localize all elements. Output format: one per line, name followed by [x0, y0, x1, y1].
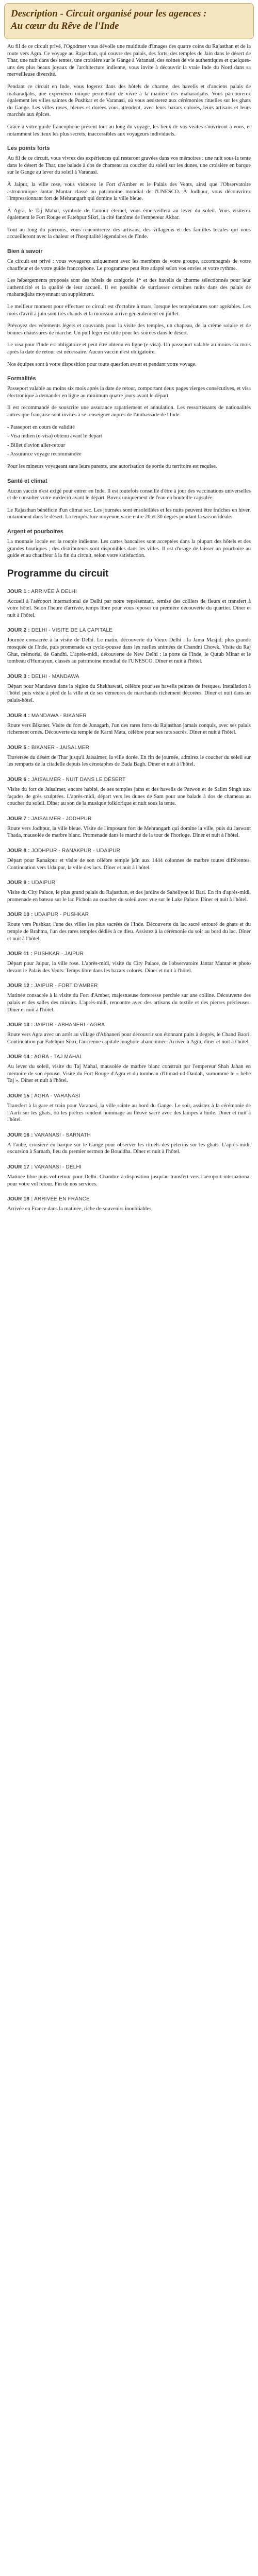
section-title: Bien à savoir	[7, 248, 43, 255]
day-place: JAISALMER - JODHPUR	[31, 816, 92, 822]
section-paragraph: Au fil de ce circuit, vous vivrez des expériences qui resteront gravées dans vos mémoires : une nuit sous la tente dans le désert de Thar, une balade à dos de chameau au coucher du soleil sur les dunes, une croisière en barque sur le Gange au lever du soleil à Varanasi.	[7, 156, 251, 176]
programme-day	[7, 1093, 251, 1124]
day-description: Route vers Bikaner. Visite du fort de Junagarh, l'un des rares forts du Rajasthan jamais conquis, avec ses palais richement ornés. Découverte du temple de Karni Mata, célèbre pour ses rats sacrés. Dîner et nuit à l'hôtel.	[7, 722, 251, 736]
programme-day	[7, 951, 251, 974]
day-description: Visite du City Palace, le plus grand palais du Rajasthan, et des jardins de Saheliyon ki Bari. En fin d'après-midi, promenade en bateau sur le lac Pichola au coucher du soleil avec vue sur le Lake Palace. Dîner et nuit à l'hôtel.	[7, 890, 251, 903]
day-title	[7, 1022, 251, 1028]
programme-day	[7, 744, 251, 768]
day-place: AGRA - VARANASI	[34, 1093, 80, 1099]
programme-day	[7, 848, 251, 871]
day-label: JOUR 8 :	[7, 848, 30, 854]
day-title	[7, 1196, 251, 1202]
section-title: Les points forts	[7, 145, 50, 152]
day-title	[7, 1132, 251, 1139]
day-place: BIKANER - JAISALMER	[31, 744, 89, 751]
list-item: - Billet d'avion aller-retour	[7, 442, 251, 449]
day-title	[7, 1093, 251, 1099]
day-place: JODHPUR - RANAKPUR - UDAIPUR	[31, 848, 121, 854]
section-paragraph: Aucun vaccin n'est exigé pour entrer en Inde. Il est toutefois conseillé d'être à jour des vaccinations universelles et de consulter votre médecin avant le départ. Buvez uniquement de l'eau en bouteille capsulée.	[7, 488, 251, 501]
section-paragraph: Le meilleur moment pour effectuer ce circuit est d'octobre à mars, lorsque les températures sont agréables. Les mois d'avril à juin sont très chauds et la mousson arrive généralement en juillet.	[7, 304, 251, 317]
day-title	[7, 776, 251, 783]
intro-paragraph: Grâce à votre guide francophone présent tout au long du voyage, les lieux de vos visites s'ouvriront à vous, et notamment les lieux les plus secrets, inaccessibles aux voyageurs individuels.	[7, 124, 251, 137]
day-place: JAISALMER - NUIT DANS LE DÉSERT	[31, 777, 126, 783]
day-title	[7, 879, 251, 886]
day-title	[7, 744, 251, 751]
day-label: JOUR 18 :	[7, 1196, 33, 1202]
day-place: JAIPUR - FORT D'AMBER	[34, 983, 98, 989]
day-title	[7, 911, 251, 918]
section-paragraph: Nos équipes sont à votre disposition pour toute question avant et pendant votre voyage.	[7, 361, 197, 367]
programme-day	[7, 982, 251, 1013]
programme-day	[7, 816, 251, 839]
section-paragraph: À Jaipur, la ville rose, vous visiterez le Fort d'Amber et le Palais des Vents, ainsi que l'Observatoire astronomique Jantar Mantar classé au patrimoine mondial de l'UNESCO. À Jodhpur, vous découvrirez l'impressionnant fort de Mehrangarh qui domine la ville bleue.	[7, 181, 251, 202]
page-title-line-1: Description - Circuit organisé pour les agences :	[11, 8, 207, 19]
day-title	[7, 848, 251, 854]
day-label: JOUR 1 :	[7, 588, 30, 595]
day-place: VARANASI - SARNATH	[34, 1132, 91, 1138]
day-description: Accueil à l'aéroport international de Delhi par notre représentant, remise des colliers de fleurs et transfert à votre hôtel. Selon l'heure d'arrivée, temps libre pour vous reposer ou première découverte du quartier. Dîner et nuit à l'hôtel.	[7, 598, 251, 618]
day-title	[7, 627, 251, 634]
day-description: Route vers Jodhpur, la ville bleue. Visite de l'imposant fort de Mehrangarh qui domine la ville, puis du Jaswant Thada, mausolée de marbre blanc. Promenade dans le marché de la tour de l'horloge. Dîner et nuit à l'hôtel.	[7, 825, 251, 839]
programme-day	[7, 1132, 251, 1156]
programme-day	[7, 1022, 251, 1045]
programme-day	[7, 1054, 251, 1084]
day-label: JOUR 2 :	[7, 628, 30, 634]
day-title	[7, 673, 251, 680]
programme-day	[7, 911, 251, 942]
content	[0, 39, 258, 1213]
section-paragraph: Passeport valable au moins six mois après la date de retour, comportant deux pages vierges consécutives, et visa électronique à demander en ligne au minimum quatre jours avant le départ.	[7, 386, 251, 399]
section-paragraph: À Agra, le Taj Mahal, symbole de l'amour éternel, vous émerveillera au lever du soleil. Vous visiterez également le Fort Rouge et Fatehpur Sikri, la cité fantôme de l'empereur Akbar.	[7, 208, 251, 221]
section-formalites	[7, 375, 251, 470]
list-item: - Visa indien (e-visa) obtenu avant le départ	[7, 433, 251, 440]
day-label: JOUR 4 :	[7, 713, 30, 719]
intro-paragraph: Pendant ce circuit en Inde, vous logerez dans des hôtels de charme, des havelis et d'anciens palais de maharadjahs, une expérience unique permettant de vivre à la manière des maharadjahs. Vous parcourerez également les villes saintes de Pushkar et de Varanasi, où vous assisterez aux cérémonies rituelles sur les ghats du Gange. Les villes roses, bleues et dorées vous attendent, avec leurs bazars colorés, leurs artisans et leurs marchés aux épices.	[7, 83, 251, 118]
day-description: Journée consacrée à la visite de Delhi. Le matin, découverte du Vieux Delhi : la Jama Masjid, plus grande mosquée de l'Inde, puis promenade en cyclo-pousse dans les ruelles animées de Chandni Chowk. Visite du Raj Ghat, mémorial de Gandhi. L'après-midi, découverte de New Delhi : la porte de l'Inde, le Qutub Minar et le tombeau d'Humayun, classés au patrimoine mondial de l'UNESCO. Dîner et nuit à l'hôtel.	[7, 637, 251, 665]
page-title	[11, 8, 247, 32]
title-banner	[4, 3, 254, 39]
section-bien-a-savoir	[7, 248, 251, 368]
page-title-line-2: Au cœur du Rêve de l'Inde	[11, 21, 119, 31]
day-label: JOUR 9 :	[7, 880, 30, 886]
day-label: JOUR 3 :	[7, 673, 30, 680]
day-description: Visite du fort de Jaisalmer, encore habité, de ses temples jaïns et des havelis de Patwon et de Salim Singh aux façades de grès sculptées. L'après-midi, départ vers les dunes de Sam pour une balade à dos de chameau au coucher du soleil. Dîner au son de la musique folklorique et nuit sous la tente.	[7, 787, 251, 807]
section-title: Formalités	[7, 376, 36, 382]
programme-day	[7, 588, 251, 619]
day-label: JOUR 12 :	[7, 983, 33, 989]
day-title	[7, 588, 251, 595]
section-paragraph: Il est recommandé de souscrire une assurance rapatriement et annulation. Les ressortissants de nationalités autres que française sont invités à se renseigner auprès de l'ambassade de l'Inde.	[7, 405, 251, 418]
day-description: Départ pour Jaipur, la ville rose. L'après-midi, visite du City Palace, de l'observatoire Jantar Mantar et photo devant le Palais des Vents. Temps libre dans les bazars colorés. Dîner et nuit à l'hôtel.	[7, 961, 251, 974]
day-place: ARRIVÉE À DELHI	[31, 588, 77, 595]
formalites-list	[7, 424, 251, 458]
day-description: Route vers Pushkar, l'une des villes les plus sacrées de l'Inde. Découverte du lac sacré entouré de ghats et du temple de Brahma, l'un des rares temples dédiés à ce dieu. Assistez à la cérémonie du soir au bord du lac. Dîner et nuit à l'hôtel.	[7, 922, 251, 942]
day-label: JOUR 10 :	[7, 912, 33, 918]
day-description: Départ pour Ranakpur et visite de son célèbre temple jaïn aux 1444 colonnes de marbre toutes différentes. Continuation vers Udaipur, la ville des lacs. Dîner et nuit à l'hôtel.	[7, 857, 251, 871]
programme-day	[7, 1196, 251, 1213]
day-place: UDAIPUR - PUSHKAR	[34, 912, 89, 918]
section-paragraph: Le visa pour l'Inde est obligatoire et peut être obtenu en ligne (e-visa). Un passeport valable au moins six mois après la date de retour est nécessaire. Aucun vaccin n'est obligatoire.	[7, 342, 251, 355]
day-label: JOUR 15 :	[7, 1093, 33, 1099]
day-description: Route vers Agra avec un arrêt au village d'Abhaneri pour découvrir son étonnant puits à degrés, le Chand Baori. Continuation par Fatehpur Sikri, l'ancienne capitale moghole abandonnée. Arrivée à Agra, dîner et nuit à l'hôtel.	[7, 1032, 251, 1045]
day-label: JOUR 5 :	[7, 744, 30, 751]
day-description: Au lever du soleil, visite du Taj Mahal, mausolée de marbre blanc construit par l'empereur Shah Jahan en mémoire de son épouse. Visite du Fort Rouge d'Agra et du tombeau d'Itimad-ud-Daulah, surnommé le « bébé Taj ». Dîner et nuit à l'hôtel.	[7, 1064, 251, 1084]
day-place: ARRIVÉE EN FRANCE	[34, 1196, 90, 1202]
day-title	[7, 1054, 251, 1060]
day-label: JOUR 13 :	[7, 1022, 33, 1028]
programme-day	[7, 673, 251, 704]
day-title	[7, 1164, 251, 1171]
day-place: UDAIPUR	[31, 880, 56, 886]
list-item: - Assurance voyage recommandée	[7, 451, 251, 458]
day-label: JOUR 11 :	[7, 951, 33, 957]
programme-day	[7, 776, 251, 807]
section-title: Argent et pourboires	[7, 528, 63, 535]
section-paragraph: Tout au long du parcours, vous rencontrerez des artisans, des villageois et des familles locales qui vous accueilleront avec la chaleur et l'hospitalité légendaires de l'Inde.	[7, 227, 251, 240]
day-label: JOUR 7 :	[7, 816, 30, 822]
day-description: À l'aube, croisière en barque sur le Gange pour observer les rituels des pèlerins sur les ghats. L'après-midi, excursion à Sarnath, lieu du premier sermon de Bouddha. Dîner et nuit à l'hôtel.	[7, 1142, 251, 1155]
day-label: JOUR 16 :	[7, 1132, 33, 1138]
day-place: VARANASI - DELHI	[34, 1164, 82, 1171]
day-place: AGRA - TAJ MAHAL	[34, 1054, 83, 1060]
day-title	[7, 816, 251, 822]
section-paragraph: Pour les mineurs voyageant sans leurs parents, une autorisation de sortie du territoire est requise.	[7, 463, 217, 469]
list-item: - Passeport en cours de validité	[7, 424, 251, 431]
day-description: Arrivée en France dans la matinée, riche de souvenirs inoubliables.	[7, 1206, 153, 1212]
day-place: DELHI - MANDAWA	[31, 673, 79, 680]
section-paragraph: La monnaie locale est la roupie indienne. Les cartes bancaires sont acceptées dans la plupart des hôtels et des grandes boutiques ; des distributeurs sont disponibles dans les villes. Il est d'usage de laisser un pourboire au guide et au chauffeur à la fin du circuit, selon votre satisfaction.	[7, 538, 251, 559]
section-paragraph: Ce circuit est privé : vous voyagerez uniquement avec les membres de votre groupe, accompagnés de votre chauffeur et de votre guide francophone. Le programme peut être adapté selon vos envies et votre rythme.	[7, 259, 251, 272]
section-paragraph: Prévoyez des vêtements légers et couvrants pour la visite des temples, un chapeau, de la crème solaire et de bonnes chaussures de marche. Un pull léger est utile pour les soirées dans le désert.	[7, 323, 251, 336]
day-label: JOUR 6 :	[7, 777, 30, 783]
day-description: Traversée du désert de Thar jusqu'à Jaisalmer, la ville dorée. En fin de journée, admirez le coucher du soleil sur les remparts de la citadelle depuis les cénotaphes de Bada Bagh. Dîner et nuit à l'hôtel.	[7, 754, 251, 768]
day-label: JOUR 14 :	[7, 1054, 33, 1060]
section-paragraph: Les hébergements proposés sont des hôtels de catégorie 4* et des havelis de charme sélectionnés pour leur authenticité et la qualité de leur accueil. Il est possible de surclasser certaines nuits dans des palais de maharadjahs moyennant un supplément.	[7, 278, 251, 298]
programme-day	[7, 1164, 251, 1188]
section-argent	[7, 528, 251, 560]
programme-title: Programme du circuit	[7, 568, 109, 579]
intro-paragraph: Au fil de ce circuit privé, l'Ogodmer vous dévoile une multitude d'images des quatre coins du Rajasthan et de la route vers Agra. Ce voyage au Rajasthan, qui couvre des palais, des forts, des temples de Jain dans le désert de Thar, une nuit dans des tentes, une croisière sur le Gange à Varanasi, des scènes de vie authentiques et quelques-uns des plus beaux joyaux de l'architecture indienne, vous invite à découvrir la vraie Inde du Nord dans sa merveilleuse diversité.	[7, 44, 251, 78]
programme-days	[7, 588, 251, 1213]
section-paragraph: Le Rajasthan bénéficie d'un climat sec. Les journées sont ensoleillées et les nuits peuvent être fraîches en hiver, notamment dans le désert. La température moyenne varie entre 20 et 30 degrés pendant la saison idéale.	[7, 507, 251, 520]
day-place: DELHI - VISITE DE LA CAPITALE	[31, 628, 113, 634]
page	[0, 3, 258, 2576]
section-title: Santé et climat	[7, 478, 47, 484]
day-description: Matinée consacrée à la visite du Fort d'Amber, majestueuse forteresse perchée sur une colline. Découverte des palais et des salles des miroirs. L'après-midi, rencontre avec des artisans du textile et des pierres précieuses. Dîner et nuit à l'hôtel.	[7, 993, 251, 1013]
intro	[7, 43, 251, 138]
programme	[7, 568, 251, 1213]
programme-day	[7, 879, 251, 903]
day-title	[7, 713, 251, 719]
day-place: JAIPUR - ABHANERI - AGRA	[34, 1022, 105, 1028]
day-title	[7, 982, 251, 989]
day-label: JOUR 17 :	[7, 1164, 33, 1171]
day-description: Transfert à la gare et train pour Varanasi, la ville sainte au bord du Gange. Le soir, assistez à la cérémonie de l'Aarti sur les ghats, où les prêtres rendent hommage au fleuve sacré avec des lampes à huile. Dîner et nuit à l'hôtel.	[7, 1103, 251, 1123]
day-title	[7, 951, 251, 957]
programme-day	[7, 627, 251, 665]
day-place: MANDAWA - BIKANER	[31, 713, 87, 719]
section-points-forts	[7, 145, 251, 241]
day-description: Matinée libre puis vol retour pour Delhi. Chambre à disposition jusqu'au transfert vers l'aéroport international pour votre vol retour. Fin de nos services.	[7, 1174, 251, 1187]
programme-day	[7, 713, 251, 736]
day-place: PUSHKAR - JAIPUR	[34, 951, 84, 957]
section-sante	[7, 478, 251, 521]
day-description: Départ pour Mandawa dans la région du Shekhawati, célèbre pour ses havelis peintes de fresques. Installation à l'hôtel puis visite à pied de la ville et de ses demeures de marchands richement décorées. Dîner et nuit dans un palais-hôtel.	[7, 683, 251, 704]
